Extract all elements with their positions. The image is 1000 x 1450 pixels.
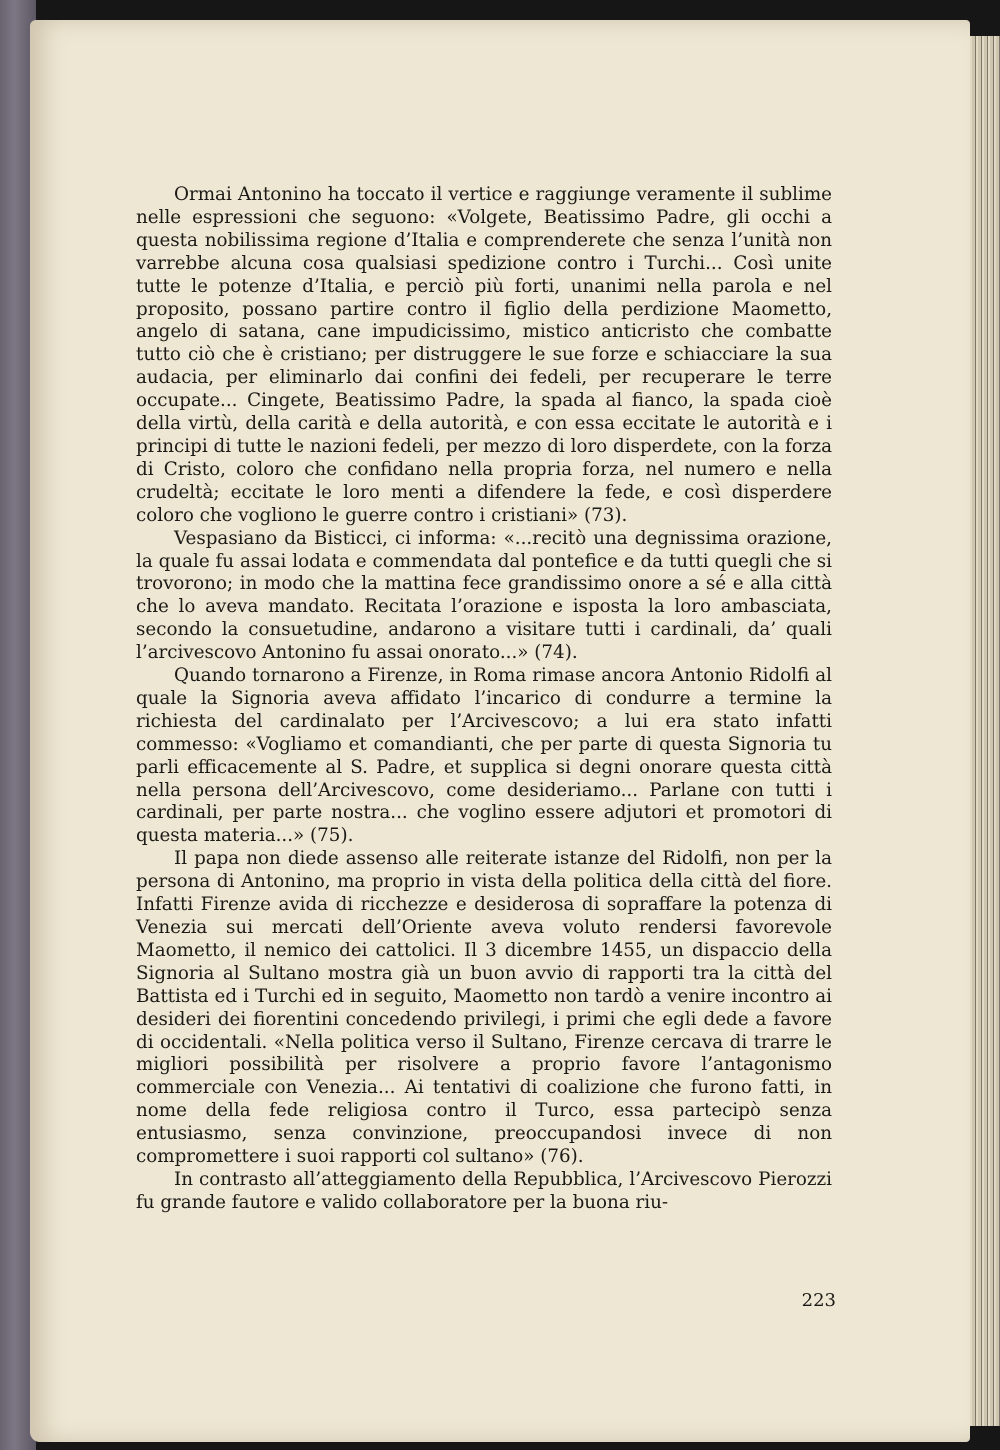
- paragraph-2: Vespasiano da Bisticci, ci informa: «...recitò una degnissima orazione, la quale fu assai lodata e commendata dal pontefice e da tutti quegli che si trovorono; in modo che la mattina fece grandissimo onore a sé e alla città che lo aveva mandato. Recitata l’orazione e isposta la loro ambasciata, secondo la consuetudine, andarono a visitare tutti i cardinali, da’ quali l’arcivescovo Antonino fu assai onorato...» (74).: [136, 527, 832, 664]
- page-edges: [966, 36, 1000, 1426]
- body-text: [136, 184, 832, 1215]
- paragraph-1: Ormai Antonino ha toccato il vertice e raggiunge veramente il sublime nelle espressioni che seguono: «Volgete, Beatissimo Padre, gli occhi a questa nobilissima regione d’Italia e comprenderete che senza l’unità non varrebbe alcuna cosa qualsiasi spedizione contro i Turchi... Così unite tutte le potenze d’Italia, e perciò più forti, unanimi nella parola e nel proposito, possano partire contro il figlio della perdizione Maometto, angelo di satana, cane impudicissimo, mistico anticristo che combatte tutto ciò che è cristiano; per distruggere le sue forze e schiacciare la sua audacia, per eliminarlo dai confini dei fedeli, per recuperare le terre occupate... Cingete, Beatissimo Padre, la spada al fianco, la spada cioè della virtù, della carità e della autorità, e con essa eccitate le autorità e i principi di tutte le nazioni fedeli, per mezzo di loro disperdete, con la forza di Cristo, coloro che confidano nella propria forza, nel numero e nella crudeltà; eccitate le loro menti a difendere la fede, e così disperdere coloro che vogliono le guerre contro i cristiani» (73).: [136, 184, 832, 526]
- paragraph-5: In contrasto all’atteggiamento della Repubblica, l’Arcivescovo Pierozzi fu grande fautore e valido collaboratore per la buona riu-: [136, 1168, 832, 1213]
- page-number: 223: [801, 1290, 836, 1311]
- paragraph-4: Il papa non diede assenso alle reiterate istanze del Ridolfi, non per la persona di Antonino, ma proprio in vista della politica della città del fiore. Infatti Firenze avida di ricchezze e desiderosa di sopraffare la potenza di Venezia sui mercati dell’Oriente aveva voluto rendersi favorevole Maometto, il nemico dei cattolici. Il 3 dicembre 1455, un dispaccio della Signoria al Sultano mostra già un buon avvio di rapporti tra la città del Battista ed i Turchi ed in seguito, Maometto non tardò a venire incontro ai desideri dei fiorentini concedendo privilegi, i primi che egli dede a favore di occidentali. «Nella politica verso il Sultano, Firenze cercava di trarre le migliori possibilità per risolvere a proprio favore l’antagonismo commerciale con Venezia... Ai tentativi di coalizione che furono fatti, in nome della fede religiosa contro il Turco, essa partecipò senza entusiasmo, senza convinzione, preoccupandosi invece di non compromettere i suoi rapporti col sultano» (76).: [136, 848, 832, 1168]
- paragraph-3: Quando tornarono a Firenze, in Roma rimase ancora Antonio Ridolfi al quale la Signoria aveva affidato l’incarico di condurre a termine la richiesta del cardinalato per l’Arcivescovo; a lui era stato infatti commesso: «Vogliamo et comandianti, che per parte di questa Signoria tu parli efficacemente al S. Padre, et supplica si degni onorare questa città nella persona dell’Arcivescovo, come desideriamo... Parlane con tutti i cardinali, per parte nostra... che voglino essere adjutori et promotori di questa materia...» (75).: [136, 665, 832, 847]
